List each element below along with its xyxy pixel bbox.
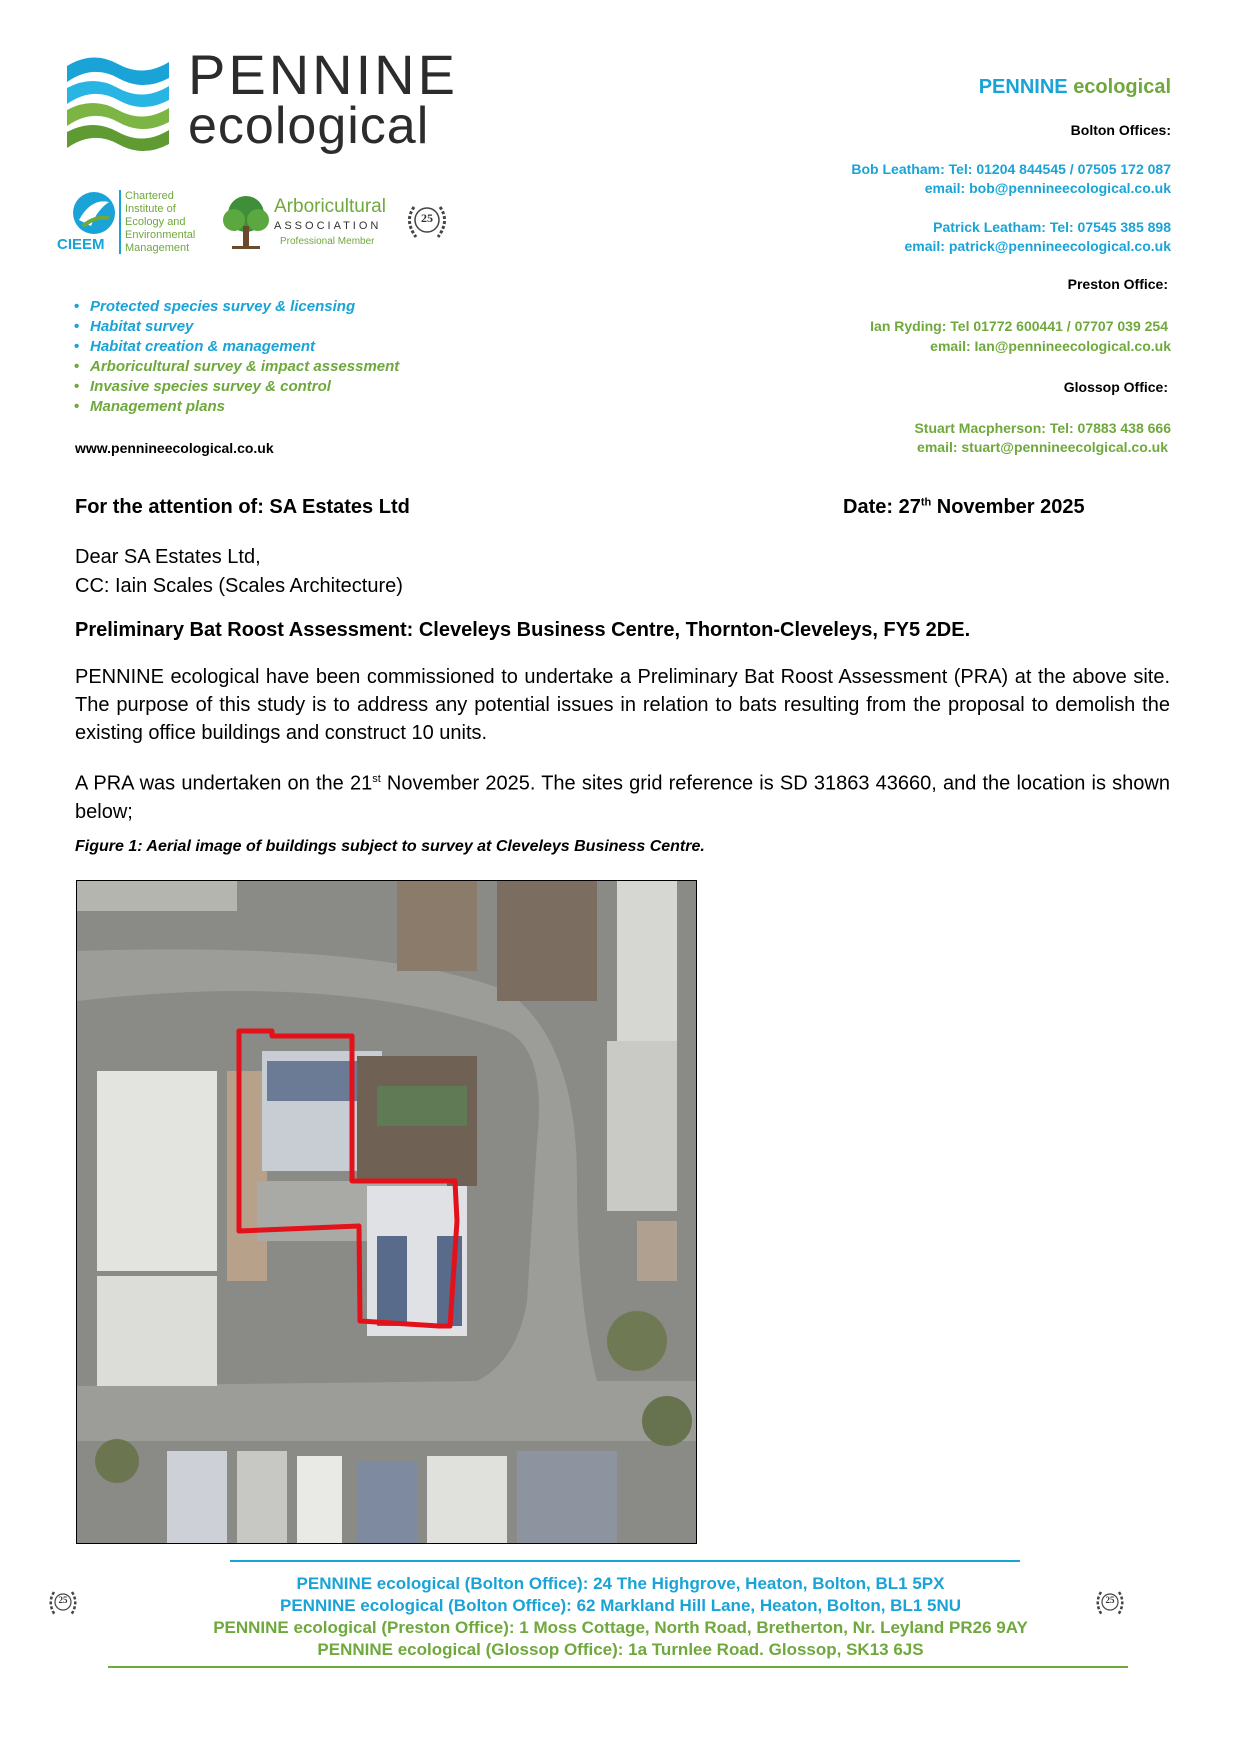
figure-caption: Figure 1: Aerial image of buildings subject to survey at Cleveleys Business Centre. <box>75 838 705 855</box>
service-item: • Protected species survey & licensing <box>70 297 399 317</box>
bolton-heading: Bolton Offices: <box>1070 122 1171 138</box>
bob-email[interactable]: email: bob@pennineecological.co.uk <box>924 180 1171 196</box>
brand-name-right <box>979 76 1171 99</box>
bob-phone: Bob Leatham: Tel: 01204 844545 / 07505 172 087 <box>851 161 1171 177</box>
logo-wordmark-bottom: ecological <box>188 97 430 155</box>
anniversary-badge <box>402 199 452 243</box>
stuart-phone: Stuart Macpherson: Tel: 07883 438 666 <box>914 420 1171 436</box>
service-item: • Invasive species survey & control <box>70 377 399 397</box>
website-link[interactable]: www.pennineecological.co.uk <box>75 440 274 456</box>
brand-part-2: ecological <box>1073 76 1171 98</box>
services-list <box>70 297 399 417</box>
letter-date <box>843 496 1085 519</box>
logo-waves-icon <box>63 48 173 158</box>
salutation-block <box>75 543 403 601</box>
cieem-abbreviation: CIEEM <box>57 236 105 253</box>
service-item: • Arboricultural survey & impact assessment <box>70 357 399 377</box>
aerial-image <box>76 880 697 1544</box>
footer-divider-top <box>230 1560 1020 1562</box>
service-item: • Habitat creation & management <box>70 337 399 357</box>
date-suffix: November 2025 <box>931 496 1085 518</box>
arb-subtitle: ASSOCIATION <box>274 220 382 232</box>
arboricultural-association-logo <box>222 192 392 256</box>
aerial-photo <box>77 881 696 1543</box>
tree-icon <box>222 192 270 252</box>
anniversary-number: 25 <box>421 211 433 225</box>
attention-line: For the attention of: SA Estates Ltd <box>75 496 410 518</box>
cieem-logo <box>57 188 217 258</box>
service-item: • Habitat survey <box>70 317 399 337</box>
ian-phone: Ian Ryding: Tel 01772 600441 / 07707 039 254 <box>870 318 1168 334</box>
anniversary-number: 25 <box>58 1595 68 1605</box>
cc-line: CC: Iain Scales (Scales Architecture) <box>75 575 403 597</box>
footer-address-2: PENNINE ecological (Bolton Office): 62 Markland Hill Lane, Heaton, Bolton, BL1 5NU <box>279 1596 962 1615</box>
stuart-email[interactable]: email: stuart@pennineecolgical.co.uk <box>917 439 1168 455</box>
footer-address-4: PENNINE ecological (Glossop Office): 1a Turnlee Road. Glossop, SK13 6JS <box>317 1640 924 1659</box>
patrick-email[interactable]: email: patrick@pennineecological.co.uk <box>904 238 1171 254</box>
preston-heading: Preston Office: <box>1067 276 1168 292</box>
cieem-emblem-icon <box>69 190 119 236</box>
arb-member-label: Professional Member <box>280 236 375 247</box>
para2-start: A PRA was undertaken on the 21 <box>75 772 373 795</box>
letter-heading: Preliminary Bat Roost Assessment: Cleveleys Business Centre, Thornton-Cleveleys, FY5 2DE. <box>75 619 971 641</box>
salutation: Dear SA Estates Ltd, <box>75 546 261 568</box>
date-prefix: Date: 27 <box>843 496 921 518</box>
para2-end: November 2025. The sites grid reference is SD 31863 43660, and the location is shown below; <box>75 772 1170 823</box>
footer-address-1: PENNINE ecological (Bolton Office): 24 The Highgrove, Heaton, Bolton, BL1 5PX <box>296 1574 945 1593</box>
footer-address-3: PENNINE ecological (Preston Office): 1 Moss Cottage, North Road, Bretherton, Nr. Leyland PR26 9AY <box>213 1618 1028 1637</box>
ian-email[interactable]: email: Ian@pennineecological.co.uk <box>930 338 1171 354</box>
survey-paragraph <box>75 765 1170 826</box>
intro-paragraph: PENNINE ecological have been commissioned to undertake a Preliminary Bat Roost Assessment (PRA) at the above site. The purpose of this study is to address any potential issues in relation to bats resulting from the proposal to demolish the existing office buildings and construct 10 units. <box>75 666 1170 744</box>
logo-wordmark-top: PENNINE <box>188 43 458 106</box>
service-item: • Management plans <box>70 397 399 417</box>
cieem-divider <box>119 190 121 254</box>
para2-ordinal: st <box>372 773 381 785</box>
glossop-heading: Glossop Office: <box>1063 379 1168 395</box>
brand-part-1: PENNINE <box>978 76 1068 98</box>
company-logo <box>63 43 463 160</box>
footer-divider-bottom <box>108 1666 1128 1668</box>
anniversary-number: 25 <box>1105 1595 1115 1605</box>
patrick-phone: Patrick Leatham: Tel: 07545 385 898 <box>933 219 1171 235</box>
arb-title: Arboricultural <box>274 196 386 217</box>
date-ordinal: th <box>920 496 932 509</box>
cieem-full-name: Chartered Institute of Ecology and Environmental Management <box>125 190 196 254</box>
